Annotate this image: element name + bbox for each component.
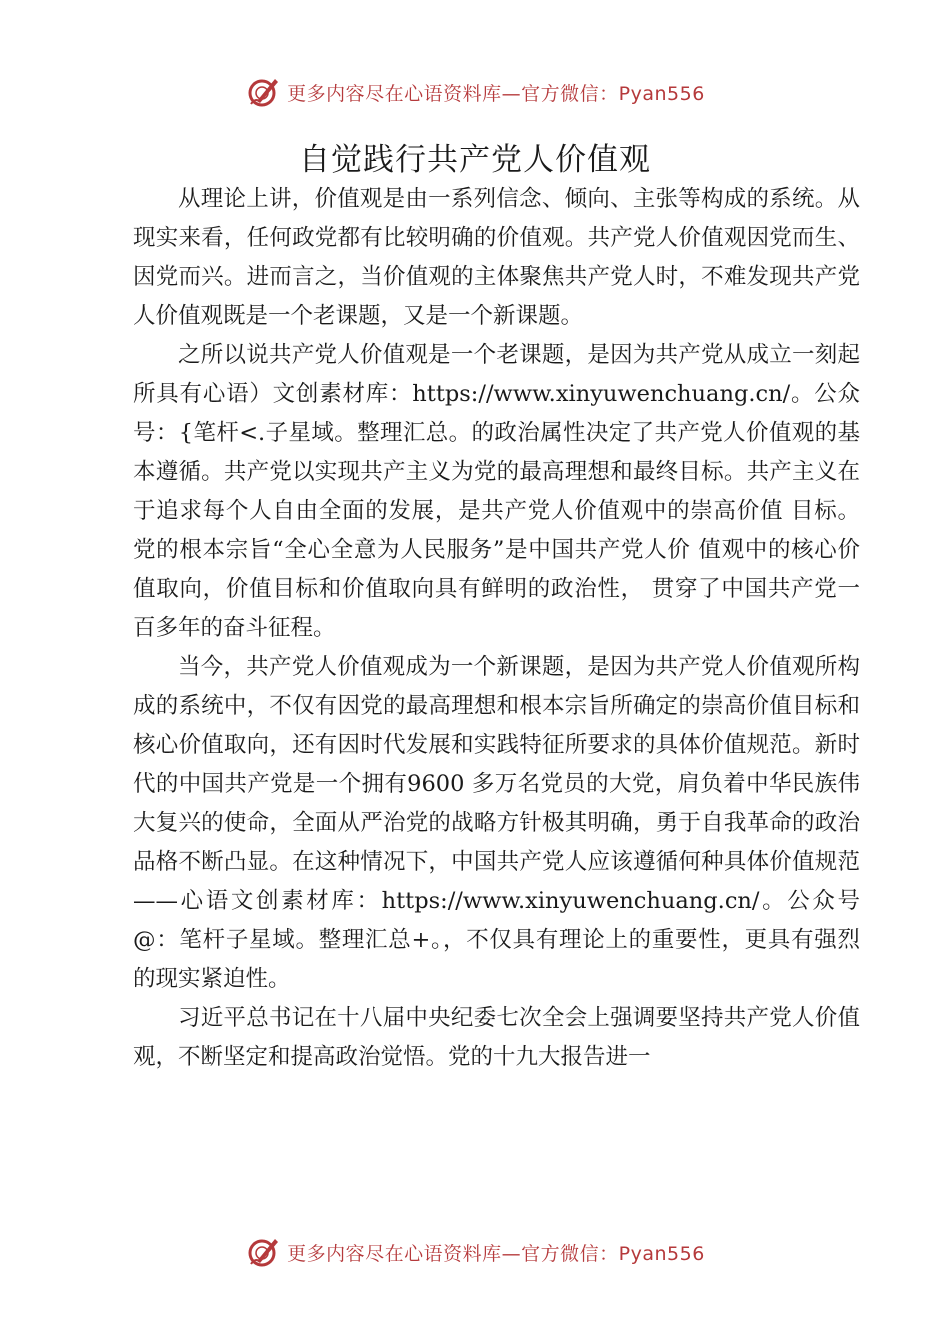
footer-banner-text: 更多内容尽在心语资料库—官方微信：Pyan556	[287, 1242, 705, 1265]
footer-banner	[0, 1230, 950, 1274]
header-banner-text: 更多内容尽在心语资料库—官方微信：Pyan556	[287, 82, 705, 105]
paragraph: 习近平总书记在十八届中央纪委七次全会上强调要坚持共产党人价值观，不断坚定和提高政治觉悟。党的十九大报告进一	[133, 1005, 860, 1070]
paragraph: 之所以说共产党人价值观是一个老课题，是因为共产党从成立一刻起所具有心语）文创素材库：https://www.xinyuwenchuang.cn/。公众号：{笔杆<.子星域。整理汇总。的政治属性决定了共产党人价值观的基本遵循。共产党以实现共产主义为党的最高理想和最终目标。共产主义在 于追求每个人自由全面的发展，是共产党人价值观中的崇高价值 目标。党的根本宗旨“全心全意为人民服务”是中国共产党人价 值观中的核心价值取向，价值目标和价值取向具有鲜明的政治性， 贯穿了中国共产党一百多年的奋斗征程。	[133, 342, 860, 641]
paragraph: 当今，共产党人价值观成为一个新课题，是因为共产党人价值观所构成的系统中，不仅有因党的最高理想和根本宗旨所确定的崇高价值目标和核心价值取向，还有因时代发展和实践特征所要求的具体价值规范。新时代的中国共产党是一个拥有9600 多万名党员的大党，肩负着中华民族伟大复兴的使命，全面从严治党的战略方针极其明确，勇于自我革命的政治品格不断凸显。在这种情况下，中国共产党人应该遵循何种具体价值规范——心语文创素材库：https://www.xinyuwenchuang.cn/。公众号@：笔杆子星域。整理汇总+。，不仅具有理论上的重要性，更具有强烈的现实紧迫性。	[133, 654, 860, 992]
document-body	[133, 180, 860, 1077]
header-banner	[0, 70, 950, 114]
paragraph: 从理论上讲，价值观是由一系列信念、倾向、主张等构成的系统。从现实来看，任何政党都有比较明确的价值观。共产党人价值观因党而生、因党而兴。进而言之，当价值观的主体聚焦共产党人时，不难发现共产党人价值观既是一个老课题，又是一个新课题。	[133, 186, 860, 329]
pen-circle-icon	[245, 74, 281, 110]
document-title: 自觉践行共产党人价值观	[299, 142, 651, 178]
pen-circle-icon	[245, 1234, 281, 1270]
